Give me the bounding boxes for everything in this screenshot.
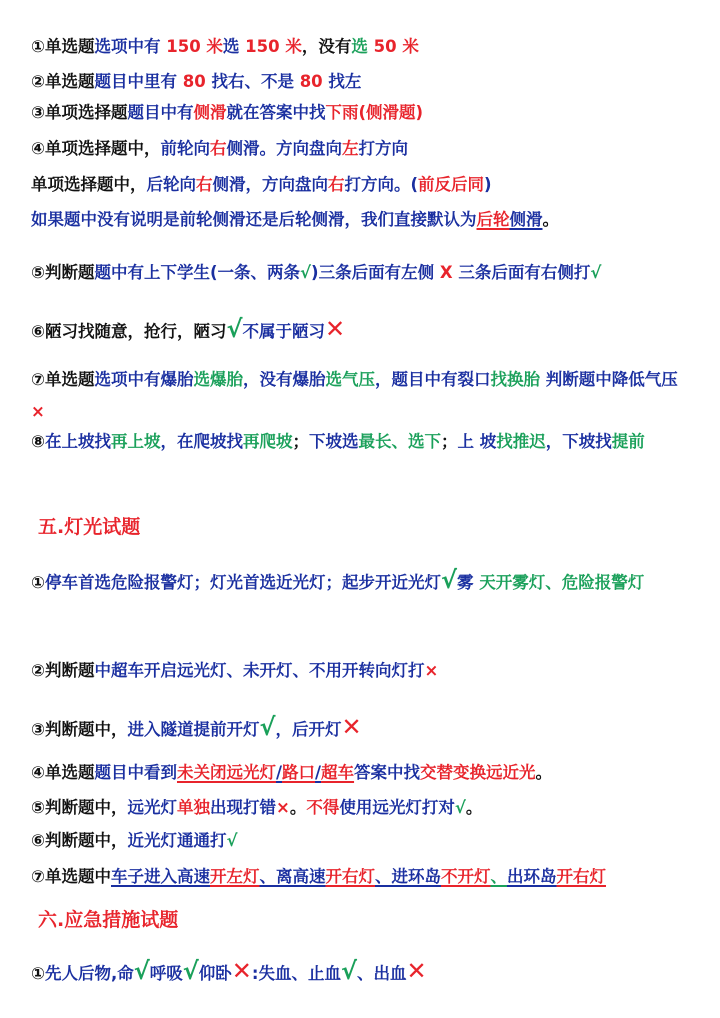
text-segment: 。	[542, 210, 559, 229]
text-segment: 、离高速	[259, 867, 326, 886]
text-segment: ①	[31, 573, 45, 592]
text-segment: 找右、不是	[211, 72, 300, 91]
text-segment: 50 米	[373, 37, 419, 56]
text-segment: 打方向	[358, 139, 408, 158]
check-mark: √	[226, 315, 243, 343]
note-line	[31, 364, 691, 428]
note-line	[31, 762, 552, 784]
text-segment: 上 坡	[457, 432, 497, 451]
note-line	[31, 564, 691, 599]
note-line	[31, 830, 238, 852]
text-segment: 雾	[457, 573, 480, 592]
text-segment: 仰卧	[198, 964, 232, 983]
check-mark: √	[133, 957, 150, 985]
text-segment: ⑥判断题中，	[31, 831, 128, 850]
text-segment: 、出血	[357, 964, 407, 983]
text-segment: 交替变换远近光	[420, 763, 536, 782]
text-segment: ，没有	[301, 37, 352, 56]
text-segment: 最长、选下	[358, 432, 441, 451]
text-segment: 前反后同	[418, 175, 485, 194]
text-segment: 未关闭远光灯	[176, 763, 276, 782]
text-segment: 。	[289, 798, 307, 817]
text-segment: 前轮向	[160, 139, 210, 158]
cross-mark: ✕	[341, 713, 362, 741]
note-line	[31, 138, 408, 160]
note-line	[31, 315, 346, 343]
text-segment: 侧滑	[193, 103, 227, 122]
text-segment: 找推迟	[496, 432, 546, 451]
cross-mark: ✕	[325, 315, 346, 343]
text-segment: 左	[341, 139, 359, 158]
text-segment: ⑥陋习找随意，抢行，陋习	[31, 322, 227, 341]
text-segment: 题目中有	[127, 103, 194, 122]
text-segment: ⑧	[31, 432, 45, 451]
text-segment: 不得	[306, 798, 340, 817]
note-line	[31, 797, 482, 819]
text-segment: 开右灯	[556, 867, 606, 886]
text-segment: 出环岛	[506, 867, 557, 886]
text-segment: 出现打错	[209, 798, 276, 817]
text-segment: 再上坡	[110, 432, 161, 451]
text-segment: 停车首选危险报警灯；灯光首选近光灯；起步开近光灯	[44, 573, 441, 592]
text-segment: √	[226, 831, 238, 850]
text-segment: ，没有爆胎	[242, 370, 326, 389]
text-segment: 先人后物,命	[44, 964, 134, 983]
text-segment: ④单项选择题中，	[31, 139, 161, 158]
text-segment: 单独	[176, 798, 210, 817]
text-segment: 右	[209, 139, 227, 158]
text-segment: 侧滑。方向盘向	[226, 139, 342, 158]
text-segment: 150 米	[166, 37, 223, 56]
text-segment: 80	[299, 72, 329, 91]
text-segment: 选	[351, 37, 374, 56]
text-segment: 右	[328, 175, 345, 194]
text-segment: 。	[535, 763, 553, 782]
text-segment: 开左灯	[209, 867, 260, 886]
text-segment: 150 米	[245, 37, 302, 56]
text-segment: 如果题中没有说明是前轮侧滑还是后轮侧滑，我们直接默认为	[31, 210, 477, 229]
note-line	[31, 713, 362, 741]
text-segment: 使用远光灯打对	[339, 798, 455, 817]
text-segment: 侧滑	[509, 210, 543, 229]
text-segment: 80	[182, 72, 212, 91]
text-segment: ×	[275, 798, 290, 817]
text-segment: 近光灯通通打	[127, 831, 227, 850]
text-segment: 、	[490, 867, 507, 886]
text-segment: 开右灯	[325, 867, 375, 886]
text-segment: 超车	[321, 763, 355, 782]
text-segment: 远光灯	[127, 798, 177, 817]
check-mark: √	[440, 566, 457, 594]
text-segment: 就在答案中找	[226, 103, 326, 122]
text-segment: 选	[222, 37, 246, 56]
note-line	[31, 209, 559, 231]
text-segment: 右	[196, 175, 213, 194]
cross-mark: ✕	[406, 957, 427, 985]
text-segment: 打方向。(	[344, 175, 419, 194]
text-segment: √	[454, 798, 466, 817]
text-segment: 后轮	[476, 210, 510, 229]
text-segment: 天开雾灯、危险报警灯	[479, 573, 645, 592]
text-segment: 题目中里有	[94, 72, 183, 91]
note-line	[31, 71, 361, 93]
note-line	[31, 866, 606, 888]
text-segment: 单项选择题中，	[31, 175, 147, 194]
text-segment: :失血、止血	[251, 964, 342, 983]
text-segment: ④单选题	[31, 763, 95, 782]
text-segment: 再爬坡	[242, 432, 293, 451]
text-segment: 题目中看到	[94, 763, 177, 782]
text-segment: 中超车开启远光灯、未开灯、不用开转向灯打	[94, 661, 425, 680]
text-segment: 下坡选	[308, 432, 359, 451]
check-mark: √	[182, 957, 199, 985]
text-segment: /	[275, 763, 283, 782]
note-line	[31, 102, 423, 124]
check-mark: √	[259, 713, 276, 741]
text-segment: √	[590, 263, 602, 282]
text-segment: √	[300, 263, 312, 282]
text-segment: /	[315, 763, 322, 782]
text-segment: 。	[465, 798, 483, 817]
text-segment: 在上坡找	[44, 432, 111, 451]
note-line	[31, 174, 492, 196]
note-line	[31, 36, 419, 58]
text-segment: 车子进入高速	[110, 867, 210, 886]
text-segment: )三条后面有左侧	[311, 263, 440, 282]
text-segment: 选爆胎	[193, 370, 243, 389]
text-segment: ⑦单选题	[31, 370, 95, 389]
text-segment: 选项中有爆胎	[94, 370, 194, 389]
text-segment: ；	[292, 432, 309, 451]
text-segment: 三条后面有右侧打	[458, 263, 591, 282]
note-line	[31, 426, 691, 458]
text-segment: ①单选题	[31, 37, 95, 56]
text-segment: ⑤判断题	[31, 263, 95, 282]
section-heading: 六.应急措施试题	[38, 909, 179, 931]
text-segment: ，后开灯	[275, 720, 342, 739]
text-segment: 路口	[282, 763, 316, 782]
text-segment: 找换胎	[490, 370, 546, 389]
text-segment: 提前	[611, 432, 645, 451]
text-segment: ③单项选择题	[31, 103, 128, 122]
text-segment: 、进环岛	[374, 867, 441, 886]
text-segment: 侧滑，方向盘向	[212, 175, 328, 194]
text-segment: 选项中有	[94, 37, 167, 56]
text-segment: X	[439, 263, 459, 282]
text-segment: 呼吸	[149, 964, 183, 983]
cross-mark: ✕	[231, 957, 252, 985]
note-line	[31, 957, 427, 985]
text-segment: )	[484, 175, 492, 194]
text-segment: ③判断题中，	[31, 720, 128, 739]
text-segment: ，在爬坡找	[160, 432, 243, 451]
check-mark: √	[341, 957, 358, 985]
text-segment: 题中有上下学生(一条、两条	[94, 263, 301, 282]
text-segment: 判断题中降低气压	[545, 370, 678, 389]
text-segment: ②单选题	[31, 72, 95, 91]
text-segment: ；	[440, 432, 458, 451]
text-segment: 找左	[328, 72, 362, 91]
text-segment: ①	[31, 964, 45, 983]
text-segment: 不属于陋习	[242, 322, 325, 341]
note-line	[31, 262, 601, 284]
text-segment: 答案中找	[354, 763, 421, 782]
text-segment: ×	[31, 402, 45, 421]
text-segment: ⑦单选题中	[31, 867, 111, 886]
text-segment: ⑤判断题中，	[31, 798, 128, 817]
note-line	[31, 660, 438, 682]
text-segment: 进入隧道提前开灯	[127, 720, 260, 739]
text-segment: 下雨(侧滑题)	[325, 103, 424, 122]
text-segment: 选气压	[325, 370, 375, 389]
text-segment: 后轮向	[146, 175, 196, 194]
text-segment: ，题目中有裂口	[374, 370, 491, 389]
text-segment: ，下坡找	[545, 432, 612, 451]
text-segment: ×	[424, 661, 439, 680]
text-segment: 不开灯	[440, 867, 491, 886]
section-heading: 五.灯光试题	[38, 516, 141, 538]
text-segment: ②判断题	[31, 661, 95, 680]
